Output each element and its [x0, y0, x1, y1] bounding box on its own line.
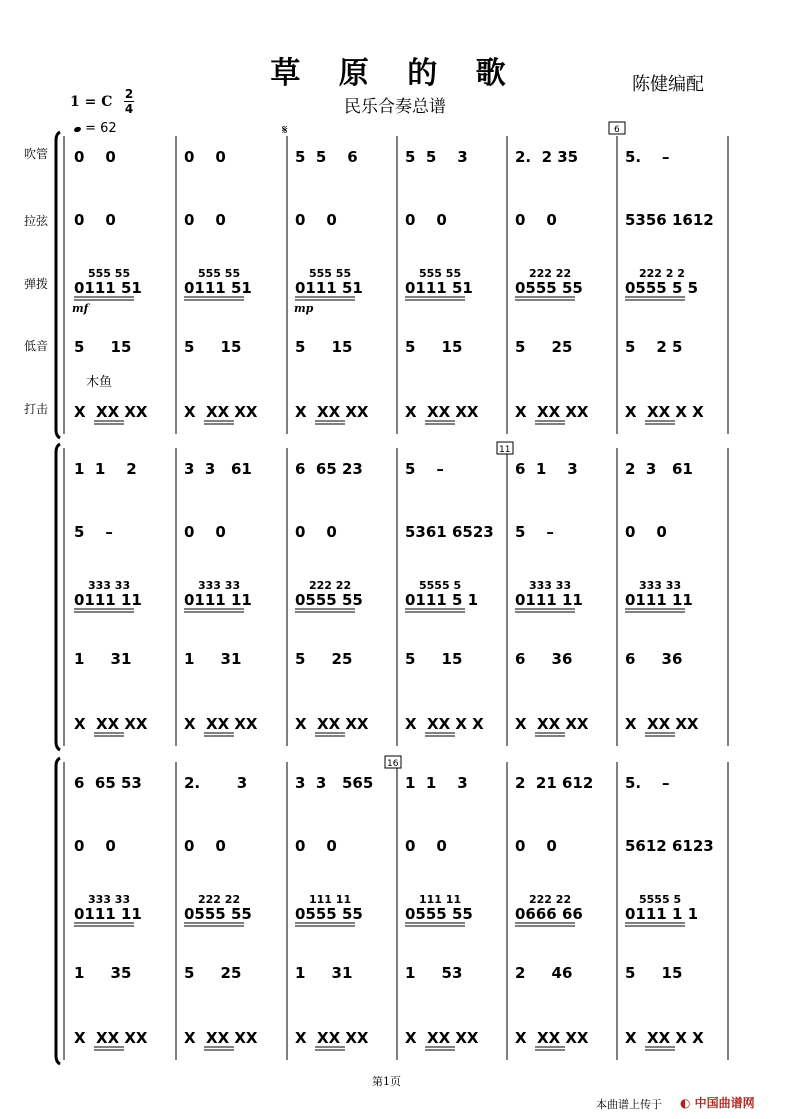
notation-laxian: 0 0: [74, 837, 116, 855]
notation-tanbo: 0555 55: [184, 905, 252, 923]
notation-chuiguan: 6 1 3: [515, 460, 578, 478]
notation-tanbo_upper: 555 55: [88, 267, 131, 280]
instrument-label: 低音: [24, 339, 49, 353]
notation-diyin: 2 46: [515, 964, 573, 982]
notation-diyin: 1 31: [184, 650, 242, 668]
notation-tanbo: 0555 55: [405, 905, 473, 923]
notation-tanbo_upper: 333 33: [529, 579, 572, 592]
notation-diyin: 5 15: [625, 964, 683, 982]
notation-tanbo_upper: 333 33: [639, 579, 682, 592]
notation-tanbo: 0111 51: [405, 279, 473, 297]
site-name: 中国曲谱网: [694, 1096, 755, 1110]
notation-tanbo: 0111 51: [184, 279, 252, 297]
muyu-label: 木鱼: [86, 375, 113, 390]
notation-daji: X XX XX: [515, 403, 589, 421]
notation-diyin: 1 31: [74, 650, 132, 668]
notation-tanbo_upper: 111 11: [309, 893, 352, 906]
time-signature-top: 2: [124, 87, 134, 101]
key-signature: 1 = C: [70, 94, 113, 110]
notation-tanbo: 0666 66: [515, 905, 583, 923]
notation-daji: X XX X X: [405, 715, 484, 733]
rehearsal-mark: 16: [387, 759, 399, 769]
instrument-label: 打击: [24, 402, 49, 416]
notation-tanbo_upper: 222 22: [198, 893, 241, 906]
page-number: 第1页: [372, 1075, 401, 1088]
notation-tanbo_upper: 333 33: [88, 893, 131, 906]
notation-diyin: 6 36: [515, 650, 573, 668]
dynamic-mp: mp: [294, 302, 314, 315]
notation-tanbo: 0111 11: [184, 591, 252, 609]
notation-chuiguan: 0 0: [74, 148, 116, 166]
notation-chuiguan: 2 21 612: [515, 774, 594, 792]
notation-diyin: 1 53: [405, 964, 463, 982]
notation-tanbo: 0111 1 1: [625, 905, 699, 923]
notation-tanbo_upper: 333 33: [88, 579, 131, 592]
notation-tanbo: 0111 11: [74, 905, 142, 923]
notation-laxian: 0 0: [184, 523, 226, 541]
notation-chuiguan: 5 –: [405, 460, 444, 478]
notation-laxian: 5 –: [515, 523, 554, 541]
tempo-value: = 62: [85, 121, 117, 136]
notation-daji: X XX XX: [74, 403, 148, 421]
notation-diyin: 5 25: [515, 338, 573, 356]
notation-daji: X XX XX: [295, 1029, 369, 1047]
notation-tanbo: 0555 55: [295, 591, 363, 609]
notation-tanbo: 0111 11: [515, 591, 583, 609]
notation-chuiguan: 5 5 3: [405, 148, 468, 166]
system-bracket: [56, 758, 60, 1064]
notation-diyin: 5 15: [405, 650, 463, 668]
notation-daji: X XX XX: [295, 403, 369, 421]
notation-chuiguan: 1 1 2: [74, 460, 137, 478]
site-logo: [680, 1094, 755, 1111]
dynamic-mf: mf: [72, 302, 89, 315]
notation-laxian: 0 0: [74, 211, 116, 229]
notation-daji: X XX XX: [515, 1029, 589, 1047]
notation-chuiguan: 5 5 6: [295, 148, 358, 166]
notation-daji: X XX XX: [295, 715, 369, 733]
system-bracket: [56, 444, 60, 750]
rehearsal-mark: 6: [614, 125, 620, 135]
notation-daji: X XX X X: [625, 1029, 704, 1047]
notation-daji: X XX XX: [184, 1029, 258, 1047]
time-signature-bottom: 4: [124, 102, 134, 116]
notation-laxian: 0 0: [184, 211, 226, 229]
notation-diyin: 5 2 5: [625, 338, 683, 356]
notation-laxian: 5356 1612: [625, 211, 714, 229]
notation-chuiguan: 2. 2 35: [515, 148, 579, 166]
instrument-label: 拉弦: [24, 214, 49, 228]
notation-daji: X XX XX: [184, 715, 258, 733]
notation-tanbo_upper: 5555 5: [639, 893, 682, 906]
notation-chuiguan: 2. 3: [184, 774, 248, 792]
notation-daji: X XX XX: [405, 403, 479, 421]
notation-tanbo: 0555 55: [515, 279, 583, 297]
notation-laxian: 0 0: [515, 837, 557, 855]
notation-laxian: 5 –: [74, 523, 113, 541]
notation-laxian: 5612 6123: [625, 837, 714, 855]
notation-chuiguan: 6 65 53: [74, 774, 142, 792]
notation-tanbo_upper: 222 2 2: [639, 267, 685, 280]
notation-diyin: 5 15: [74, 338, 132, 356]
notation-tanbo_upper: 555 55: [198, 267, 241, 280]
instrument-label: 弹拨: [24, 277, 49, 291]
notation-laxian: 0 0: [515, 211, 557, 229]
notation-diyin: 5 15: [184, 338, 242, 356]
notation-diyin: 5 15: [295, 338, 353, 356]
notation-tanbo_upper: 555 55: [419, 267, 462, 280]
notation-laxian: 0 0: [625, 523, 667, 541]
notation-diyin: 5 25: [184, 964, 242, 982]
notation-diyin: 5 25: [295, 650, 353, 668]
notation-chuiguan: 0 0: [184, 148, 226, 166]
notation-daji: X XX XX: [515, 715, 589, 733]
notation-daji: X XX XX: [625, 715, 699, 733]
notation-laxian: 5361 6523: [405, 523, 494, 541]
notation-chuiguan: 6 65 23: [295, 460, 363, 478]
notation-chuiguan: 2 3 61: [625, 460, 693, 478]
notation-daji: X XX X X: [625, 403, 704, 421]
notation-laxian: 0 0: [405, 211, 447, 229]
notation-tanbo_upper: 111 11: [419, 893, 462, 906]
page-title: 草 原 的 歌: [270, 56, 520, 91]
notation-daji: X XX XX: [74, 715, 148, 733]
notation-daji: X XX XX: [184, 403, 258, 421]
notation-tanbo_upper: 222 22: [529, 267, 572, 280]
notation-laxian: 0 0: [295, 837, 337, 855]
system-bracket: [56, 132, 60, 438]
notation-chuiguan: 3 3 565: [295, 774, 374, 792]
arranger: 陈健编配: [632, 74, 704, 95]
notation-chuiguan: 1 1 3: [405, 774, 468, 792]
notation-tanbo: 0111 5 1: [405, 591, 479, 609]
notation-tanbo: 0111 11: [74, 591, 142, 609]
notation-laxian: 0 0: [295, 523, 337, 541]
notation-tanbo_upper: 5555 5: [419, 579, 462, 592]
notation-diyin: 1 35: [74, 964, 132, 982]
notation-daji: X XX XX: [74, 1029, 148, 1047]
notation-tanbo: 0111 11: [625, 591, 693, 609]
subtitle: 民乐合奏总谱: [344, 97, 446, 117]
upload-note: 本曲谱上传于: [596, 1098, 662, 1111]
site-logo-icon: ◐: [680, 1096, 691, 1110]
notation-laxian: 0 0: [184, 837, 226, 855]
notation-diyin: 6 36: [625, 650, 683, 668]
notation-tanbo: 0555 55: [295, 905, 363, 923]
instrument-label: 吹管: [24, 147, 49, 161]
notation-chuiguan: 5. –: [625, 148, 670, 166]
notation-tanbo_upper: 222 22: [529, 893, 572, 906]
notation-chuiguan: 3 3 61: [184, 460, 252, 478]
notation-tanbo: 0111 51: [74, 279, 142, 297]
rehearsal-mark: 11: [499, 445, 511, 455]
notation-chuiguan: 5. –: [625, 774, 670, 792]
notation-daji: X XX XX: [405, 1029, 479, 1047]
notation-laxian: 0 0: [405, 837, 447, 855]
notation-tanbo_upper: 222 22: [309, 579, 352, 592]
notation-tanbo_upper: 555 55: [309, 267, 352, 280]
notation-tanbo_upper: 333 33: [198, 579, 241, 592]
notation-diyin: 1 31: [295, 964, 353, 982]
segno-icon: 𝄋: [282, 123, 288, 138]
notation-diyin: 5 15: [405, 338, 463, 356]
notation-tanbo: 0111 51: [295, 279, 363, 297]
notation-tanbo: 0555 5 5: [625, 279, 699, 297]
notation-laxian: 0 0: [295, 211, 337, 229]
